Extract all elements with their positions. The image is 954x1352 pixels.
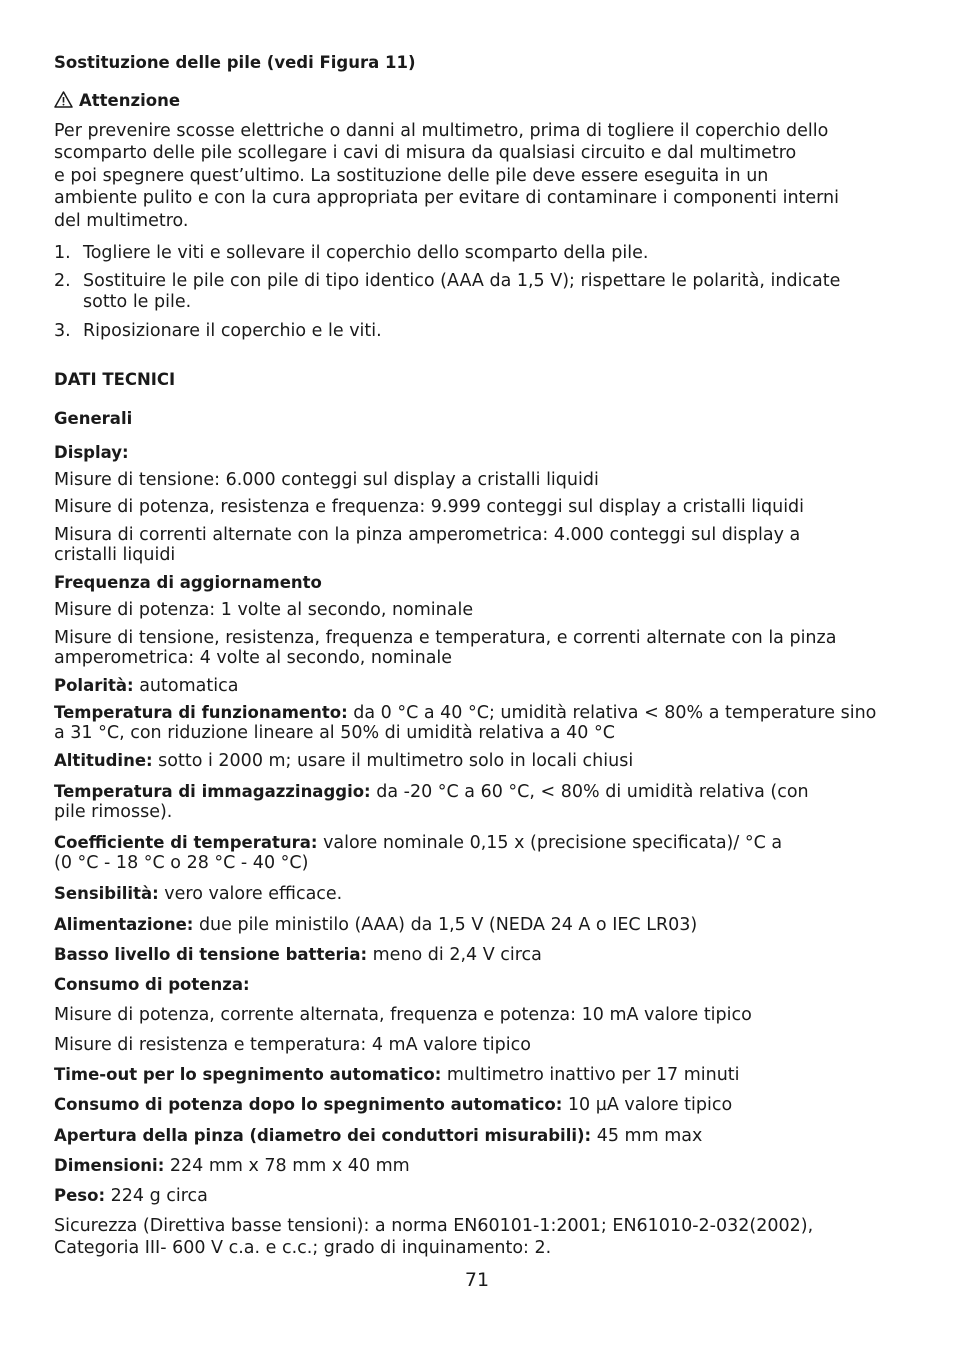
- spec-label: Peso:: [54, 1186, 106, 1205]
- spec-label: Time-out per lo spegnimento automatico:: [54, 1065, 442, 1084]
- spec-value: sotto i 2000 m; usare il multimetro solo in locali chiusi: [152, 751, 634, 771]
- spec-storage-temp-cont: pile rimosse).: [54, 802, 173, 822]
- update-rate-line: Misure di tensione, resistenza, frequenza e temperatura, e correnti alternate con la pinza: [54, 628, 837, 648]
- spec-label: Consumo di potenza dopo lo spegnimento automatico:: [54, 1095, 563, 1114]
- spec-altitude: [54, 751, 633, 771]
- display-line: Misure di potenza, resistenza e frequenza: 9.999 conteggi sul display a cristalli liquidi: [54, 497, 805, 517]
- spec-label: Basso livello di tensione batteria:: [54, 945, 368, 964]
- spec-auto-off: [54, 1065, 740, 1085]
- update-rate-line: Misure di potenza: 1 volte al secondo, nominale: [54, 600, 474, 620]
- spec-value: da -20 °C a 60 °C, < 80% di umidità relativa (con: [370, 782, 809, 802]
- caution-text-line: scomparto delle pile scollegare i cavi di misura da qualsiasi circuito e dal multimetro: [54, 143, 797, 163]
- spec-label: Coefficiente di temperatura:: [54, 833, 318, 852]
- spec-value: meno di 2,4 V circa: [367, 945, 542, 965]
- step-text: Riposizionare il coperchio e le viti.: [83, 321, 382, 341]
- spec-value: valore nominale 0,15 x (precisione specificata)/ °C a: [317, 833, 783, 853]
- caution-heading: [54, 91, 180, 111]
- specs-heading: DATI TECNICI: [54, 370, 176, 389]
- spec-value: vero valore efficace.: [158, 884, 343, 904]
- consumption-line: Misure di potenza, corrente alternata, frequenza e potenza: 10 mA valore tipico: [54, 1005, 752, 1025]
- spec-label: Polarità:: [54, 676, 134, 695]
- step-text: sotto le pile.: [83, 292, 192, 312]
- spec-temp-coefficient: [54, 833, 782, 853]
- spec-off-consumption: [54, 1095, 732, 1115]
- spec-value: automatica: [133, 676, 239, 696]
- spec-dimensions: [54, 1156, 410, 1176]
- spec-value: da 0 °C a 40 °C; umidità relativa < 80% a temperature sino: [347, 703, 877, 723]
- step-number: 2.: [54, 271, 71, 291]
- page-number: 71: [464, 1269, 490, 1291]
- display-line: cristalli liquidi: [54, 545, 176, 565]
- consumption-line: Misure di resistenza e temperatura: 4 mA valore tipico: [54, 1035, 531, 1055]
- spec-operating-temp: [54, 703, 876, 723]
- update-rate-line: amperometrica: 4 volte al secondo, nominale: [54, 648, 453, 668]
- spec-label: Altitudine:: [54, 751, 153, 770]
- spec-value: due pile ministilo (AAA) da 1,5 V (NEDA 24 A o IEC LR03): [193, 915, 698, 935]
- caution-label: Attenzione: [79, 91, 181, 110]
- consumption-label: Consumo di potenza:: [54, 975, 250, 994]
- spec-low-battery: [54, 945, 542, 965]
- spec-polarity: [54, 676, 238, 696]
- spec-label: Alimentazione:: [54, 915, 194, 934]
- step-text: Sostituire le pile con pile di tipo identico (AAA da 1,5 V); rispettare le polarità, indicate: [83, 271, 841, 291]
- spec-temp-coefficient-cont: (0 °C - 18 °C o 28 °C - 40 °C): [54, 853, 309, 873]
- caution-text-line: e poi spegnere quest’ultimo. La sostituzione delle pile deve essere eseguita in un: [54, 166, 769, 186]
- spec-label: Apertura della pinza (diametro dei conduttori misurabili):: [54, 1126, 592, 1145]
- step-number: 3.: [54, 321, 71, 341]
- spec-label: Temperatura di funzionamento:: [54, 703, 348, 722]
- spec-label: Sensibilità:: [54, 884, 159, 903]
- spec-value: 45 mm max: [591, 1126, 703, 1146]
- caution-text-line: Per prevenire scosse elettriche o danni al multimetro, prima di togliere il coperchio dello: [54, 121, 829, 141]
- display-line: Misure di tensione: 6.000 conteggi sul display a cristalli liquidi: [54, 470, 599, 490]
- spec-safety: Sicurezza (Direttiva basse tensioni): a norma EN60101-1:2001; EN61010-2-032(2002),: [54, 1216, 814, 1236]
- spec-weight: [54, 1186, 208, 1206]
- caution-text-line: del multimetro.: [54, 211, 189, 231]
- spec-sensitivity: [54, 884, 342, 904]
- caution-text-line: ambiente pulito e con la cura appropriata per evitare di contaminare i componenti interni: [54, 188, 840, 208]
- spec-value: 224 g circa: [105, 1186, 208, 1206]
- update-rate-label: Frequenza di aggiornamento: [54, 573, 322, 592]
- display-line: Misura di correnti alternate con la pinza amperometrica: 4.000 conteggi sul display a: [54, 525, 801, 545]
- spec-jaw-opening: [54, 1126, 702, 1146]
- spec-label: Dimensioni:: [54, 1156, 165, 1175]
- display-label: Display:: [54, 443, 129, 462]
- spec-label: Temperatura di immagazzinaggio:: [54, 782, 371, 801]
- spec-value: 224 mm x 78 mm x 40 mm: [164, 1156, 410, 1176]
- spec-power-supply: [54, 915, 697, 935]
- spec-operating-temp-cont: a 31 °C, con riduzione lineare al 50% di umidità relativa a 40 °C: [54, 723, 615, 743]
- specs-subheading: Generali: [54, 409, 133, 428]
- spec-safety-cont: Categoria III- 600 V c.a. e c.c.; grado di inquinamento: 2.: [54, 1238, 552, 1258]
- battery-heading: Sostituzione delle pile (vedi Figura 11): [54, 53, 416, 72]
- spec-storage-temp: [54, 782, 809, 802]
- step-number: 1.: [54, 243, 71, 263]
- spec-value: 10 µA valore tipico: [562, 1095, 733, 1115]
- spec-value: multimetro inattivo per 17 minuti: [441, 1065, 740, 1085]
- warning-icon: [54, 91, 73, 108]
- step-text: Togliere le viti e sollevare il coperchio dello scomparto della pile.: [83, 243, 649, 263]
